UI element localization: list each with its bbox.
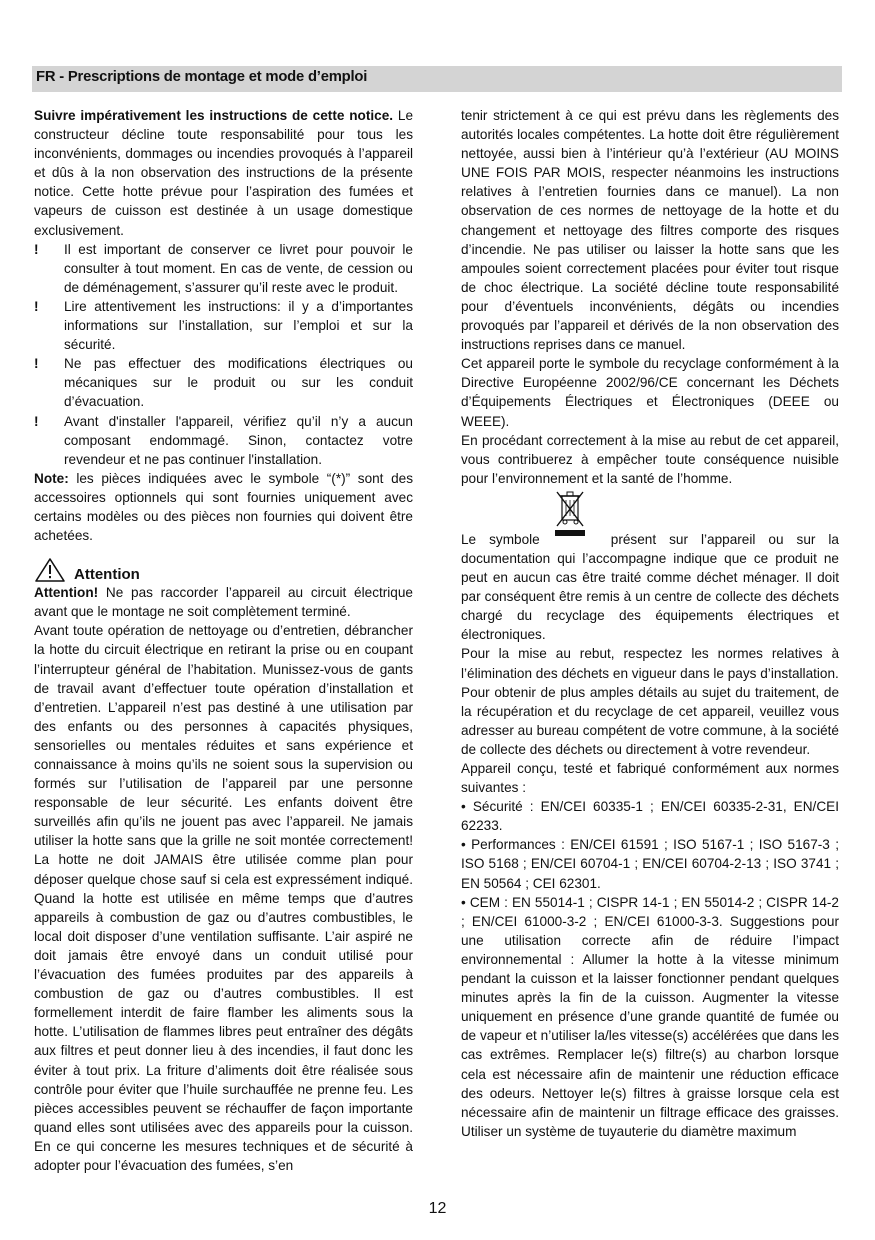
symbol-text: présent sur l’appareil ou sur la documentation qui l’accompagne indique que ce produit ne peut en aucun cas être traité comme déchet ménager. Il doit par conséquent être remis à un centre de collecte des déchets chargé du recyclage des équipements électriques et électroniques.: [461, 531, 839, 643]
right-column: [461, 106, 839, 1141]
note-label: Note:: [34, 470, 69, 486]
warning-item: ! Il est important de conserver ce livret pour pouvoir le consulter à tout moment. En cas de vente, de cession ou de déménagement, s’assurer qu’il reste avec le produit.: [34, 241, 413, 295]
exclamation-icon: !: [34, 356, 39, 372]
page-number: 12: [428, 1200, 447, 1217]
section-title: FR - Prescriptions de montage et mode d’emploi: [36, 69, 368, 85]
crossed-bin-icon: [553, 488, 587, 538]
exclamation-icon: !: [34, 298, 39, 314]
attention-title: Attention: [74, 566, 140, 584]
intro-bold: Suivre impérativement les instructions de cette notice.: [34, 108, 394, 123]
recycling-paragraph: Cet appareil porte le symbole du recyclage conformément à la Directive Européenne 2002/96/CE concernant les Déchets d’Équipements Électriques et Électroniques (DEEE ou WEEE).: [461, 356, 839, 429]
intro-paragraph: [34, 106, 413, 240]
left-column: [34, 106, 413, 1175]
spacer: [461, 488, 839, 530]
warning-item: ! Lire attentivement les instructions: il y a d’importantes informations sur l’installation, sur l’emploi et sur la sécurité.: [34, 298, 413, 353]
attention-paragraph: Attention! Ne pas raccorder l’appareil au circuit électrique avant que le montage ne soit complètement terminé.: [34, 585, 413, 620]
standard-performance: • Performances : EN/CEI 61591 ; ISO 5167-1 ; ISO 5167-3 ; ISO 5168 ; EN/CEI 60704-1 ; EN/CEI 60704-2-13 ; ISO 3741 ; EN 50564 ; CEI 62301.: [461, 837, 839, 891]
standards-intro: Appareil conçu, testé et fabriqué conformément aux normes suivantes :: [461, 761, 839, 796]
standard-emc: • CEM : EN 55014-1 ; CISPR 14-1 ; EN 55014-2 ; CISPR 14-2 ; EN/CEI 61000-3-2 ; EN/CEI 61000-3-3. Suggestions pour une utilisation correcte afin de réduire l’impact environnemental : Allumer la hotte à la vitesse minimum pendant la cuisson et la laisser fonctionner pendant quelques minutes après la fin de la cuisson. Augmenter la vitesse uniquement en présence d’une grande quantité de fumée ou de vapeur et n’utiliser la/les vitesse(s) accélérées que dans les cas extrêmes. Remplacer le(s) filtre(s) au charbon lorsque cela est nécessaire afin de maintenir une réduction efficace des odeurs. Nettoyer le(s) filtres à graisse lorsque cela est nécessaire afin de maintenir un filtrage efficace des graisses. Utiliser un système de tuyauterie du diamètre maximum: [461, 894, 839, 1139]
warning-item: ! Ne pas effectuer des modifications électriques ou mécaniques sur le produit ou sur les conduit d’évacuation.: [34, 356, 413, 410]
exclamation-icon: !: [34, 241, 39, 257]
weee-paragraph: [461, 530, 839, 645]
note-text: les pièces indiquées avec le symbole “(*)” sont des accessoires optionnels qui sont fournies uniquement avec certains modèles ou des pièces non fournies qui doivent être achetées.: [34, 470, 413, 544]
maintenance-paragraph: tenir strictement à ce qui est prévu dans les règlements des autorités locales compétentes. La hotte doit être régulièrement nettoyée, aussi bien à l’intérieur qu’à l’extérieur (AU MOINS UNE FOIS PAR MOIS, respecter néanmoins les instructions relatives à l’entretien fournies dans ce manuel). La non observation de ces normes de nettoyage de la hotte et du changement et nettoyage des filtres comporte des risques d’incendie. Ne pas utiliser ou laisser la hotte sans que les ampoules soient correctement placées pour éviter tout risque de choc électrique. La société décline toute responsabilité pour d’éventuels inconvénients, dégâts ou incendies provoqués par l’appareil et dérivés de la non observation des instructions reprises dans ce manuel.: [461, 108, 839, 353]
symbol-prefix: Le symbole: [461, 531, 540, 547]
standard-safety: • Sécurité : EN/CEI 60335-1 ; EN/CEI 60335-2-31, EN/CEI 62233.: [461, 799, 839, 834]
attention-bold: Attention!: [34, 585, 99, 601]
note-paragraph: [34, 469, 413, 545]
section-header: [32, 66, 842, 92]
warning-item: ! Avant d'installer l'appareil, vérifiez qu’il n’y a aucun composant endommagé. Sinon, contactez votre revendeur et ne pas continuer l'installation.: [34, 413, 413, 467]
details-paragraph: Pour obtenir de plus amples détails au sujet du traitement, de la récupération et du recyclage de cet appareil, veuillez vous adresser au bureau compétent de votre commune, à la société de collecte des déchets ou directement à votre revendeur.: [461, 684, 839, 757]
attention-heading: [34, 555, 413, 583]
disposal-paragraph: En procédant correctement à la mise au rebut de cet appareil, vous contribuerez à empêcher toute conséquence nuisible pour l’environnement et la santé de l’homme.: [461, 432, 839, 486]
safety-paragraph: Avant toute opération de nettoyage ou d’entretien, débrancher la hotte du circuit électrique en retirant la prise ou en coupant l’interrupteur général de l’habitation. Munissez-vous de gants de travail avant d’effectuer toute opération d’installation et d’entretien. L’appareil n’est pas destiné à une utilisation par des enfants ou des personnes à capacités physiques, sensorielles ou mentales réduites et sans expérience et connaissance à moins qu’ils ne soient sous la supervision ou formés sur l’utilisation de l’appareil par une personne responsable de leur sécurité. Les enfants doivent être surveillés afin qu’ils ne jouent pas avec l’appareil. Ne jamais utiliser la hotte sans que la grille ne soit montée correctement! La hotte ne doit JAMAIS être utilisée comme plan pour déposer quelque chose sauf si cela est expressément indiqué. Quand la hotte est utilisée en même temps que d’autres appareils à combustion de gaz ou d’autres combustibles, le local doit disposer d’une ventilation suffisante. L’air aspiré ne doit jamais être envoyé dans un conduit utilisé pour l’évacuation des fumées produites par des appareils à combustion de gaz ou d’autres combustibles. Il est formellement interdit de faire flamber les aliments sous la hotte. L’utilisation de flammes libres peut entraîner des dégâts aux filtres et peut donner lieu à des incendies, il faut donc les éviter à tout prix. La friture d’aliments doit être réalisée sous contrôle pour éviter que l’huile surchauffée ne prenne feu. Les pièces accessibles peuvent se réchauffer de façon importante quand elles sont utilisées avec des appareils pour la cuisson. En ce qui concerne les mesures techniques et de sécurité à adopter pour l’évacuation des fumées, s’en: [34, 623, 413, 1173]
exclamation-icon: !: [34, 413, 39, 429]
local-rules-paragraph: Pour la mise au rebut, respectez les normes relatives à l’élimination des déchets en vigueur dans le pays d’installation.: [461, 646, 839, 681]
intro-text: Le constructeur décline toute responsabilité pour tous les inconvénients, dommages ou incendies provoqués à l’appareil et dûs à la non observation des instructions de la présente notice. Cette hotte prévue pour l’aspiration des fumées et vapeurs de cuisson est destinée à un usage domestique exclusivement.: [34, 108, 414, 238]
warning-triangle-icon: [34, 557, 66, 583]
